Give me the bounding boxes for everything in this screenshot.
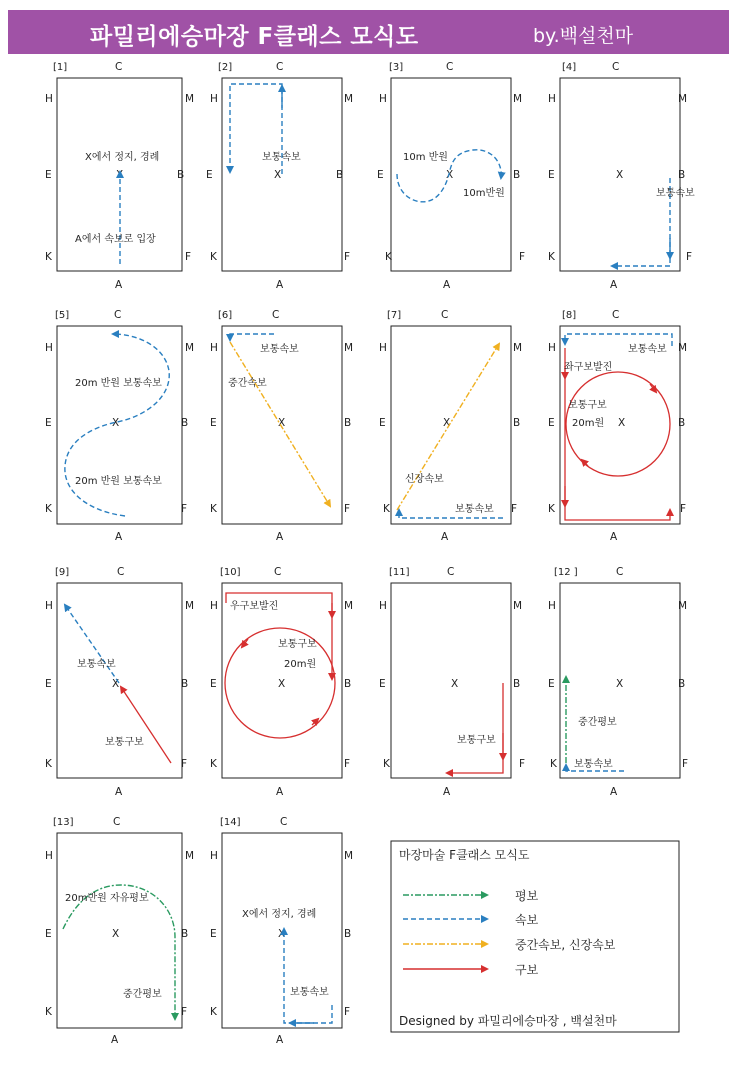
annotation: 보통구보 bbox=[105, 737, 144, 748]
letter-m: M bbox=[513, 600, 523, 612]
letter-b: B bbox=[181, 928, 189, 940]
diagram-5 bbox=[45, 309, 194, 543]
letter-e: E bbox=[210, 678, 217, 690]
letter-b: B bbox=[678, 678, 686, 690]
annotation: 좌구보발진 bbox=[564, 362, 613, 373]
letter-e: E bbox=[45, 417, 52, 429]
annotation: 20m 반원 보통속보 bbox=[75, 378, 162, 389]
letter-a: A bbox=[115, 279, 123, 291]
annotation: 보통구보 bbox=[457, 735, 496, 746]
letter-x: X bbox=[451, 678, 459, 690]
letter-e: E bbox=[210, 417, 217, 429]
letter-a: A bbox=[115, 786, 123, 798]
letter-f: F bbox=[519, 758, 526, 770]
letter-f: F bbox=[181, 503, 188, 515]
letter-e: E bbox=[210, 928, 217, 940]
letter-k: K bbox=[548, 503, 555, 515]
diagram-13 bbox=[45, 816, 194, 1046]
letter-m: M bbox=[513, 342, 523, 354]
legend-title: 마장마술 F클래스 모식도 bbox=[399, 848, 530, 862]
diagram-number: [12 ] bbox=[554, 567, 578, 578]
letter-h: H bbox=[45, 342, 53, 354]
letter-m: M bbox=[678, 600, 688, 612]
diagram-number: [6] bbox=[218, 310, 233, 321]
letter-h: H bbox=[379, 93, 387, 105]
letter-e: E bbox=[548, 169, 555, 181]
diagram-3 bbox=[377, 61, 525, 291]
letter-a: A bbox=[610, 786, 618, 798]
annotation: X에서 정지, 경례 bbox=[242, 909, 317, 920]
annotation: 보통구보 bbox=[568, 400, 607, 411]
letter-c: C bbox=[115, 61, 123, 73]
legend-box bbox=[391, 841, 679, 1032]
letter-h: H bbox=[210, 850, 218, 862]
letter-f: F bbox=[344, 758, 351, 770]
letter-c: C bbox=[612, 309, 620, 321]
letter-e: E bbox=[45, 928, 52, 940]
letter-b: B bbox=[678, 169, 686, 181]
letter-m: M bbox=[344, 850, 354, 862]
diagram-12 bbox=[548, 566, 688, 798]
annotation: 중간평보 bbox=[578, 717, 617, 728]
annotation: 신장속보 bbox=[405, 474, 444, 485]
letter-a: A bbox=[276, 786, 284, 798]
letter-k: K bbox=[550, 758, 557, 770]
letter-h: H bbox=[45, 850, 53, 862]
letter-m: M bbox=[185, 600, 195, 612]
annotation: A에서 속보로 입장 bbox=[75, 234, 156, 245]
letter-e: E bbox=[377, 169, 384, 181]
annotation: X에서 정지, 경례 bbox=[85, 152, 160, 163]
diagram-number: [10] bbox=[220, 567, 241, 578]
diagram-number: [8] bbox=[562, 310, 577, 321]
letter-b: B bbox=[513, 417, 521, 429]
letter-h: H bbox=[548, 342, 556, 354]
letter-h: H bbox=[45, 600, 53, 612]
letter-b: B bbox=[181, 417, 189, 429]
annotation: 보통구보 bbox=[278, 639, 317, 650]
annotation: 보통속보 bbox=[262, 152, 301, 163]
letter-x: X bbox=[112, 678, 120, 690]
letter-h: H bbox=[379, 342, 387, 354]
letter-c: C bbox=[114, 309, 122, 321]
letter-f: F bbox=[344, 503, 351, 515]
diagram-14 bbox=[210, 816, 353, 1046]
legend-label: 중간속보, 신장속보 bbox=[515, 938, 616, 952]
page-title: 파밀리에승마장 F클래스 모식도 bbox=[90, 24, 419, 50]
diagram-number: [13] bbox=[53, 817, 74, 828]
diagram-number: [9] bbox=[55, 567, 70, 578]
letter-x: X bbox=[616, 678, 624, 690]
diagram-number: [14] bbox=[220, 817, 241, 828]
letter-x: X bbox=[616, 169, 624, 181]
letter-a: A bbox=[441, 531, 449, 543]
letter-x: X bbox=[618, 417, 626, 429]
legend-label: 구보 bbox=[515, 963, 539, 977]
letter-f: F bbox=[185, 251, 192, 263]
letter-m: M bbox=[185, 93, 195, 105]
letter-h: H bbox=[379, 600, 387, 612]
letter-x: X bbox=[278, 417, 286, 429]
letter-c: C bbox=[272, 309, 280, 321]
annotation: 20m 반원 보통속보 bbox=[75, 476, 162, 487]
arena-outline bbox=[57, 326, 182, 524]
diagram-2 bbox=[206, 61, 353, 291]
letter-b: B bbox=[513, 169, 521, 181]
annotation: 20m반원 자유평보 bbox=[65, 893, 149, 904]
letter-b: B bbox=[177, 169, 185, 181]
letter-h: H bbox=[45, 93, 53, 105]
letter-m: M bbox=[678, 93, 688, 105]
letter-e: E bbox=[206, 169, 213, 181]
letter-c: C bbox=[612, 61, 620, 73]
diagram-number: [3] bbox=[389, 62, 404, 73]
letter-b: B bbox=[181, 678, 189, 690]
letter-x: X bbox=[443, 417, 451, 429]
letter-c: C bbox=[447, 566, 455, 578]
annotation: 중간평보 bbox=[123, 989, 162, 1000]
letter-m: M bbox=[344, 93, 354, 105]
diagram-number: [5] bbox=[55, 310, 70, 321]
diagram-number: [7] bbox=[387, 310, 402, 321]
letter-h: H bbox=[210, 600, 218, 612]
letter-k: K bbox=[45, 251, 52, 263]
letter-c: C bbox=[113, 816, 121, 828]
diagram-6 bbox=[210, 309, 353, 543]
annotation: 보통속보 bbox=[77, 659, 116, 670]
letter-a: A bbox=[610, 279, 618, 291]
letter-h: H bbox=[548, 600, 556, 612]
letter-b: B bbox=[344, 417, 352, 429]
letter-e: E bbox=[379, 678, 386, 690]
diagram-7 bbox=[379, 309, 522, 543]
letter-b: B bbox=[678, 417, 686, 429]
letter-f: F bbox=[519, 251, 526, 263]
letter-a: A bbox=[111, 1034, 119, 1046]
letter-f: F bbox=[344, 1006, 351, 1018]
diagram-number: [2] bbox=[218, 62, 233, 73]
letter-h: H bbox=[210, 93, 218, 105]
letter-m: M bbox=[344, 600, 354, 612]
letter-k: K bbox=[210, 758, 217, 770]
letter-k: K bbox=[383, 503, 390, 515]
letter-k: K bbox=[210, 503, 217, 515]
letter-k: K bbox=[385, 251, 392, 263]
letter-h: H bbox=[210, 342, 218, 354]
arena-outline bbox=[391, 326, 511, 524]
legend bbox=[391, 841, 679, 1032]
legend-label: 속보 bbox=[515, 913, 539, 927]
annotation: 보통속보 bbox=[628, 344, 667, 355]
annotation: 보통속보 bbox=[260, 344, 299, 355]
annotation: 우구보발진 bbox=[230, 601, 279, 612]
letter-k: K bbox=[210, 251, 217, 263]
letter-x: X bbox=[278, 678, 286, 690]
annotation: 중간속보 bbox=[228, 378, 267, 389]
letter-k: K bbox=[45, 1006, 52, 1018]
annotation: 10m 반원 bbox=[403, 152, 448, 163]
letter-e: E bbox=[379, 417, 386, 429]
letter-f: F bbox=[682, 758, 689, 770]
annotation: 보통속보 bbox=[290, 987, 329, 998]
letter-a: A bbox=[115, 531, 123, 543]
diagram-10 bbox=[210, 566, 353, 798]
letter-a: A bbox=[276, 531, 284, 543]
letter-m: M bbox=[344, 342, 354, 354]
letter-c: C bbox=[280, 816, 288, 828]
arena-outline bbox=[57, 583, 182, 778]
letter-f: F bbox=[344, 251, 351, 263]
letter-x: X bbox=[274, 169, 282, 181]
annotation: 10m반원 bbox=[463, 188, 505, 199]
letter-k: K bbox=[548, 251, 555, 263]
letter-b: B bbox=[513, 678, 521, 690]
letter-m: M bbox=[513, 93, 523, 105]
diagram-11 bbox=[379, 566, 525, 798]
letter-c: C bbox=[276, 61, 284, 73]
arena-outline bbox=[57, 833, 182, 1028]
letter-b: B bbox=[336, 169, 344, 181]
annotation: 보통속보 bbox=[455, 504, 494, 515]
letter-a: A bbox=[610, 531, 618, 543]
letter-k: K bbox=[45, 758, 52, 770]
letter-k: K bbox=[45, 503, 52, 515]
letter-x: X bbox=[446, 169, 454, 181]
letter-x: X bbox=[112, 417, 120, 429]
letter-a: A bbox=[276, 1034, 284, 1046]
letter-f: F bbox=[686, 251, 693, 263]
legend-credit: Designed by 파밀리에승마장 , 백설천마 bbox=[399, 1014, 617, 1028]
letter-e: E bbox=[548, 678, 555, 690]
letter-f: F bbox=[511, 503, 518, 515]
letter-x: X bbox=[278, 928, 286, 940]
diagram-8 bbox=[548, 309, 687, 543]
letter-e: E bbox=[45, 169, 52, 181]
letter-h: H bbox=[548, 93, 556, 105]
letter-a: A bbox=[276, 279, 284, 291]
annotation: 보통속보 bbox=[574, 759, 613, 770]
letter-c: C bbox=[616, 566, 624, 578]
letter-f: F bbox=[680, 503, 687, 515]
letter-k: K bbox=[210, 1006, 217, 1018]
letter-c: C bbox=[117, 566, 125, 578]
author-label: by.백설천마 bbox=[533, 25, 634, 47]
letter-e: E bbox=[548, 417, 555, 429]
letter-x: X bbox=[112, 928, 120, 940]
letter-c: C bbox=[274, 566, 282, 578]
annotation: 20m원 bbox=[572, 418, 605, 429]
legend-label: 평보 bbox=[515, 889, 539, 903]
letter-a: A bbox=[443, 786, 451, 798]
letter-m: M bbox=[185, 850, 195, 862]
letter-b: B bbox=[344, 928, 352, 940]
diagram-number: [11] bbox=[389, 567, 410, 578]
letter-c: C bbox=[441, 309, 449, 321]
letter-k: K bbox=[383, 758, 390, 770]
letter-f: F bbox=[181, 758, 188, 770]
diagram-1 bbox=[45, 61, 194, 291]
letter-a: A bbox=[443, 279, 451, 291]
diagram-number: [1] bbox=[53, 62, 68, 73]
letter-x: X bbox=[116, 169, 124, 181]
annotation: 20m원 bbox=[284, 659, 317, 670]
letter-e: E bbox=[45, 678, 52, 690]
diagram-9 bbox=[45, 566, 194, 798]
letter-m: M bbox=[678, 342, 688, 354]
annotation: 보통속보 bbox=[656, 188, 695, 199]
letter-b: B bbox=[344, 678, 352, 690]
letter-m: M bbox=[185, 342, 195, 354]
diagram-4 bbox=[548, 61, 695, 291]
diagram-number: [4] bbox=[562, 62, 577, 73]
letter-c: C bbox=[446, 61, 454, 73]
letter-f: F bbox=[181, 1006, 188, 1018]
